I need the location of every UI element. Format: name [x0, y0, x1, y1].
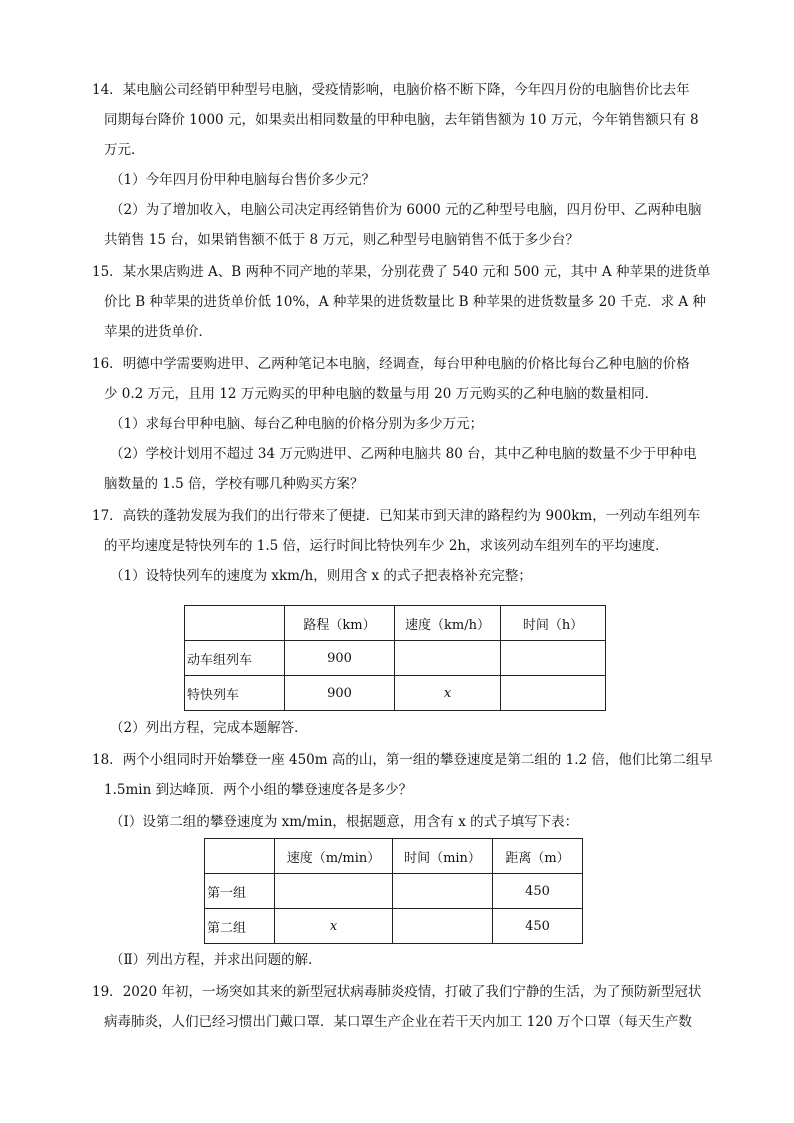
q15-line-1: 15．某水果店购进 A、B 两种不同产地的苹果，分别花费了 540 元和 500 元，其中 A 种苹果的进货单 [92, 264, 711, 280]
q14-sub-2b: 共销售 15 台，如果销售额不低于 8 万元，则乙种型号电脑销售不低于多少台？ [104, 232, 579, 248]
q14-line-3: 万元． [104, 142, 145, 158]
q17-row-label-express: 特快列车 [185, 676, 285, 711]
q16-sub-1: （1）求每台甲种电脑、每台乙种电脑的价格分别为多少万元； [110, 416, 484, 432]
q14-line-1: 14．某电脑公司经销甲种型号电脑，受疫情影响，电脑价格不断下降，今年四月份的电脑售价比去年 [92, 82, 690, 98]
q17-cell-emu-distance: 900 [285, 641, 395, 676]
q17-sub-2: （2）列出方程，完成本题解答． [110, 720, 308, 736]
q16-line-2: 少 0.2 万元，且用 12 万元购买的甲种电脑的数量与用 20 万元购买的乙种电脑的数量相同． [104, 386, 659, 402]
q18-header-distance: 距离（m） [493, 839, 583, 874]
q18-header-speed: 速度（m/min） [275, 839, 393, 874]
q17-table-header-row [185, 606, 606, 641]
q18-header-empty [205, 839, 275, 874]
q18-header-time: 时间（min） [393, 839, 493, 874]
q14-sub-1: （1）今年四月份甲种电脑每台售价多少元？ [110, 172, 376, 188]
q17-table [184, 605, 606, 711]
table-row [205, 909, 583, 944]
q16-sub-2b: 脑数量的 1.5 倍，学校有哪几种购买方案？ [104, 476, 364, 492]
q15-line-2: 价比 B 种苹果的进货单价低 10%，A 种苹果的进货数量比 B 种苹果的进货数量多 20 千克．求 A 种 [104, 294, 706, 310]
q19-line-2: 病毒肺炎，人们已经习惯出门戴口罩．某口罩生产企业在若干天内加工 120 万个口罩（每天生产数 [104, 1014, 692, 1030]
q17-cell-express-speed: x [395, 676, 501, 711]
q17-header-time: 时间（h） [501, 606, 606, 641]
q18-table [204, 838, 583, 944]
q18-cell-group1-distance: 450 [493, 874, 583, 909]
q18-line-1: 18．两个小组同时开始攀登一座 450m 高的山，第一组的攀登速度是第二组的 1.2 倍，他们比第二组早 [92, 752, 713, 768]
q14-line-2: 同期每台降价 1000 元，如果卖出相同数量的甲种电脑，去年销售额为 10 万元，今年销售额只有 8 [104, 112, 699, 128]
q18-cell-group1-time [393, 874, 493, 909]
q18-row-label-group2: 第二组 [205, 909, 275, 944]
q16-sub-2a: （2）学校计划用不超过 34 万元购进甲、乙两种电脑共 80 台，其中乙种电脑的数量不少于甲种电 [110, 446, 697, 462]
q16-line-1: 16．明德中学需要购进甲、乙两种笔记本电脑，经调查，每台甲种电脑的价格比每台乙种电脑的价格 [92, 356, 690, 372]
q17-number: 17． [92, 508, 123, 524]
q14-number: 14． [92, 82, 123, 98]
q19-line-1: 19．2020 年初，一场突如其来的新型冠状病毒肺炎疫情，打破了我们宁静的生活，为了预防新型冠状 [92, 984, 702, 1000]
q17-header-speed: 速度（km/h） [395, 606, 501, 641]
q18-line-2: 1.5min 到达峰顶．两个小组的攀登速度各是多少？ [104, 782, 413, 798]
q18-cell-group1-speed [275, 874, 393, 909]
q17-cell-emu-time [501, 641, 606, 676]
q17-cell-express-time [501, 676, 606, 711]
q17-sub-1: （1）设特快列车的速度为 xkm/h，则用含 x 的式子把表格补充完整； [110, 568, 532, 584]
q18-number: 18． [92, 752, 123, 768]
q15-line-3: 苹果的进货单价． [104, 324, 212, 340]
q17-cell-express-distance: 900 [285, 676, 395, 711]
q17-line-1: 17．高铁的蓬勃发展为我们的出行带来了便捷．已知某市到天津的路程约为 900km，一列动车组列车 [92, 508, 701, 524]
table-row [185, 676, 606, 711]
table-row [185, 641, 606, 676]
q17-line-2: 的平均速度是特快列车的 1.5 倍，运行时间比特快列车少 2h，求该列动车组列车的平均速度． [104, 538, 669, 554]
q18-row-label-group1: 第一组 [205, 874, 275, 909]
q18-sub-2: （Ⅱ）列出方程，并求出问题的解． [110, 952, 322, 968]
q18-cell-group2-speed: x [275, 909, 393, 944]
q14-sub-2a: （2）为了增加收入，电脑公司决定再经销售价为 6000 元的乙种型号电脑，四月份甲、乙两种电脑 [110, 202, 702, 218]
q18-sub-1: （Ⅰ）设第二组的攀登速度为 xm/min，根据题意，用含有 x 的式子填写下表： [110, 814, 579, 830]
q15-number: 15． [92, 264, 123, 280]
q18-table-header-row [205, 839, 583, 874]
q17-header-empty [185, 606, 285, 641]
q16-number: 16． [92, 356, 123, 372]
q17-header-distance: 路程（km） [285, 606, 395, 641]
q18-cell-group2-time [393, 909, 493, 944]
q17-row-label-emu: 动车组列车 [185, 641, 285, 676]
q17-cell-emu-speed [395, 641, 501, 676]
table-row [205, 874, 583, 909]
q19-number: 19． [92, 984, 123, 1000]
q18-cell-group2-distance: 450 [493, 909, 583, 944]
